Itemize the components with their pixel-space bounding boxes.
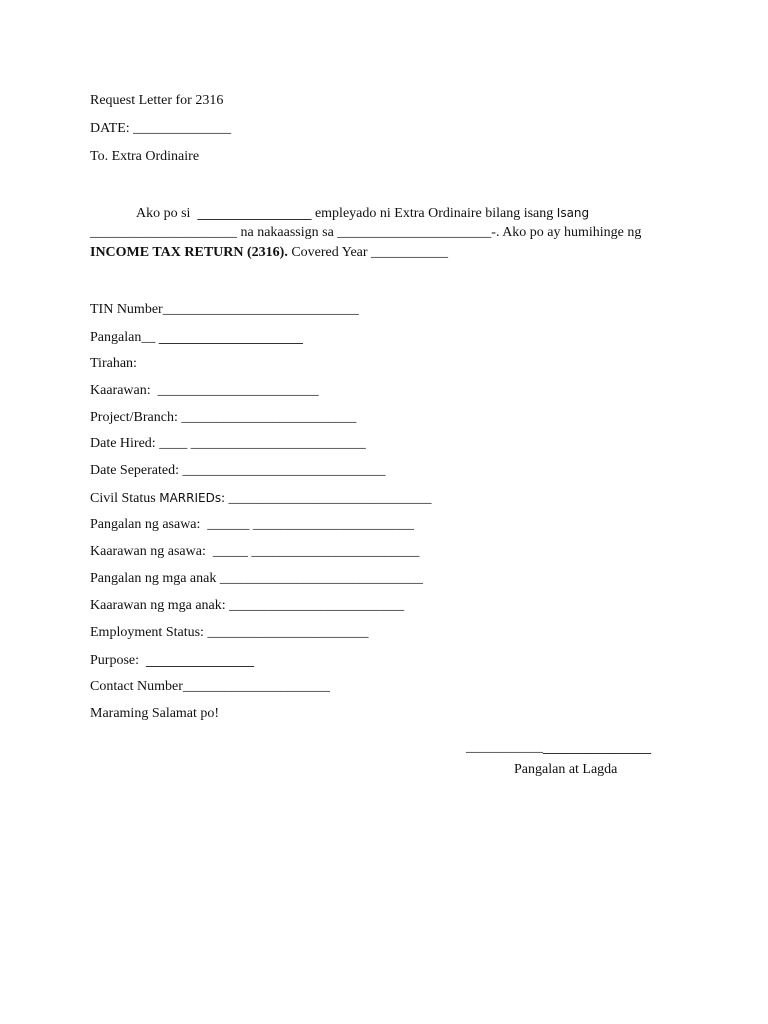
pangalan-field [90,328,303,347]
recipient-line: To. Extra Ordinaire [90,149,200,164]
pangalan-blank: ________________________ [158,330,303,344]
purpose-label: Purpose: [90,653,146,668]
covered-year-text: Covered Year ___________ [287,245,449,260]
paragraph-text: empleyado ni Extra Ordinaire bilang isang [311,206,557,221]
paragraph-text-sans: Isang [556,206,590,220]
date-line: DATE: ______________ [90,121,232,136]
tirahan-field: Tirahan: [90,356,137,371]
letter-title: Request Letter for 2316 [90,93,224,108]
date-seperated-field: Date Seperated: _____________________________ [90,463,386,478]
civil-status-blank: : _____________________________ [221,491,432,506]
paragraph-line-3 [90,244,448,262]
paragraph-line-1 [136,204,589,223]
asawa-name-field: Pangalan ng asawa: ______ _______________________ [90,517,414,532]
purpose-field [90,651,254,670]
signature-line [466,738,651,757]
signature-line-part: ___________ [466,740,543,755]
purpose-blank: __________________ [146,653,254,667]
project-branch-field: Project/Branch: _________________________ [90,410,357,425]
paragraph-text: Ako po si [136,206,198,221]
signature-label: Pangalan at Lagda [514,762,618,777]
paragraph-line-2: _____________________ na nakaassign sa ______________________-. Ako po ay humihinge ng [90,225,642,240]
pangalan-label: Pangalan__ [90,330,159,345]
asawa-birthday-field: Kaarawan ng asawa: _____ ________________________ [90,544,420,559]
civil-status-married: MARRIEDs [159,491,222,505]
name-blank: ___________________ [197,206,312,220]
tin-field: TIN Number____________________________ [90,302,359,317]
signature-line-part-sans: __________________ [543,740,651,754]
employment-status-field: Employment Status: _______________________ [90,625,369,640]
civil-status-field [90,489,431,508]
date-hired-field: Date Hired: ____ _________________________ [90,436,366,451]
kaarawan-field: Kaarawan: _______________________ [90,383,319,398]
civil-status-label: Civil Status [90,491,160,506]
itr-bold-text: INCOME TAX RETURN (2316). [90,245,288,260]
anak-name-field: Pangalan ng mga anak _____________________________ [90,571,423,586]
anak-birthday-field: Kaarawan ng mga anak: _________________________ [90,598,405,613]
contact-number-field: Contact Number_____________________ [90,679,330,694]
closing-line: Maraming Salamat po! [90,706,220,721]
